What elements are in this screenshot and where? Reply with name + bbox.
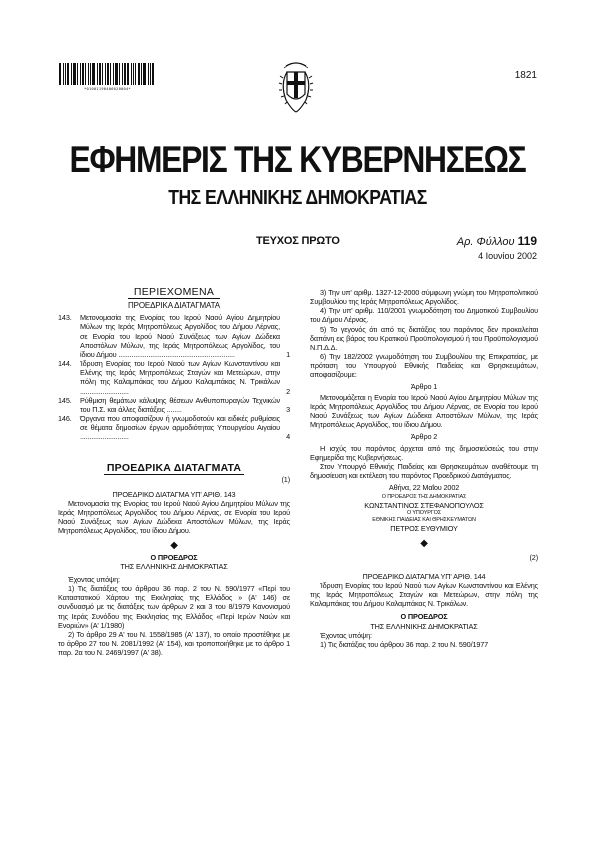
section-title: ΠΡΟΕΔΡΙΚΑ ΔΙΑΤΑΓΜΑΤΑ	[106, 461, 242, 474]
president-subtitle: ΤΗΣ ΕΛΛΗΝΙΚΗΣ ΔΗΜΟΚΡΑΤΙΑΣ	[120, 561, 228, 571]
toc-item-number: 145.	[58, 395, 72, 405]
paragraph: 3) Την υπ' αριθμ. 1327-12-2000 σύμφωνη γνώμη του Μητροπολιτικού Συμβουλίου της Ιεράς Μητροπόλεως Αργολίδος.	[310, 288, 538, 307]
barcode-bar	[102, 63, 103, 85]
toc-item-text: Μετονομασία της Ενορίας του Ιερού Ναού Αγίου Δημητρίου Μύλων της Ιεράς Μητροπόλεως Αργολίδος του Δήμου Λέρνας, σε Ενορία του Ιερού Ναού Συνάξεως των Αγίων Δώδεκα Αποστόλων Μύλων, της Ιεράς Μητροπόλεως Αργολίδος, του ίδιου Δήμου ..............................................................	[80, 313, 280, 359]
barcode-bar	[107, 63, 109, 85]
place-date: Αθήνα, 22 Μαΐου 2002	[388, 483, 460, 493]
sheet-number-value: 119	[517, 234, 537, 248]
president-subtitle: ΤΗΣ ΕΛΛΗΝΙΚΗΣ ΔΗΜΟΚΡΑΤΙΑΣ	[370, 621, 478, 631]
toc-item-number: 143.	[58, 313, 72, 323]
paragraph: 1) Τις διατάξεις του άρθρου 36 παρ. 2 του Ν. 590/1977 «Περί του Καταστατικού Χάρτου της Εκκλησίας της Ελλάδος » (Α' 146) σε συνδυασμό με τις διατάξεις των άρθρων 2 και 3 του 8/1979 Κανονισμού της Ιεράς Συνόδου της Εκκλησίας της Ελλάδος «Περί Ιερών Ναών και Ενοριών» (Α' 1/1980)	[58, 584, 290, 630]
article-1-title: Άρθρο 1	[410, 381, 438, 391]
toc-title: ΠΕΡΙΕΧΟΜΕΝΑ	[133, 286, 215, 298]
article-2-text: Η ισχύς του παρόντος άρχεται από της δημοσιεύσεώς του στην Εφημερίδα της Κυβερνήσεως.	[310, 443, 538, 462]
toc-item	[58, 396, 290, 414]
decree-144-subject: Ίδρυση Ενορίας του Ιερού Ναού των Αγίων Κωνσταντίνου και Ελένης της Ιεράς Μητροπόλεως Σταγών και Μετεώρων, στην πόλη της Καλαμπάκας του Δήμου Καλαμπάκας Ν. Τρικάλων.	[310, 580, 538, 609]
toc-title-rule	[128, 298, 220, 299]
barcode-bar	[115, 63, 118, 85]
toc-item	[58, 414, 290, 441]
paragraph: 1) Τις διατάξεις του άρθρου 36 παρ. 2 του Ν. 590/1977	[320, 639, 489, 649]
barcode-bar	[63, 63, 64, 85]
article-2-title: Άρθρο 2	[410, 432, 438, 442]
barcode-bar	[135, 63, 136, 85]
left-column	[58, 288, 290, 657]
barcode-bar	[82, 63, 84, 85]
minister-role-2: ΕΘΝΙΚΗΣ ΠΑΙΔΕΙΑΣ ΚΑΙ ΘΡΗΣΚΕΥΜΑΤΩΝ	[372, 517, 476, 524]
considering-label: Έχοντας υπόψη:	[320, 630, 372, 640]
barcode-bar	[141, 63, 142, 85]
barcode-bar	[110, 63, 111, 85]
barcode-bar	[92, 63, 95, 85]
paragraph: 2) Το άρθρο 29 Α' του Ν. 1558/1985 (Α' 137), το οποίο προστέθηκε με το άρθρο 27 του Ν. 2081/1992 (Α' 154), και τροποποιήθηκε με το άρθρο 1 παρ. 2α του Ν. 2469/1997 (Α' 38).	[58, 629, 290, 658]
decree-144-heading: ΠΡΟΕΔΡΙΚΟ ΔΙΑΤΑΓΜΑ ΥΠ' ΑΡΙΘ. 144	[362, 571, 486, 581]
toc-item	[58, 313, 290, 359]
paragraph: 5) Το γεγονός ότι από τις διατάξεις του παρόντος δεν προκαλείται δαπάνη εις βάρος του Κρατικού Προϋπολογισμού ή του Προϋπολογισμού Ν.Π.Δ.Δ.	[310, 324, 538, 352]
toc-item-page: 2	[286, 386, 290, 396]
barcode-number: *01001190406020004*	[84, 87, 131, 91]
minister-name: ΠΕΤΡΟΣ ΕΥΘΥΜΙΟΥ	[390, 524, 458, 534]
barcode-bar	[99, 63, 101, 85]
issue-date: 4 Ιουνίου 2002	[478, 251, 537, 261]
barcode-bar	[65, 63, 66, 85]
right-column	[310, 288, 538, 649]
decree-143-heading: ΠΡΟΕΔΡΙΚΟ ΔΙΑΤΑΓΜΑ ΥΠ' ΑΡΙΘ. 143	[112, 489, 236, 499]
article-1-text: Μετονομάζεται η Ενορία του Ιερού Ναού Αγίου Δημητρίου Μύλων της Ιεράς Μητροπόλεως Αργολίδος του Δήμου Λέρνας, σε Ενορία του Ιερού Ναού Συνάξεως των Αγίων Δώδεκα Αποστόλων Μύλων, της Ιεράς Μητροπόλεως Αργολίδος, του ίδιου Δήμου.	[310, 392, 538, 430]
greek-coat-of-arms-icon	[276, 56, 316, 118]
article-2-text: Στον Υπουργό Εθνικής Παιδείας και Θρησκευμάτων αναθέτουμε τη δημοσίευση και εκτέλεση του παρόντος Προεδρικού Διατάγματος.	[310, 461, 538, 480]
toc-subtitle: ΠΡΟΕΔΡΙΚΑ ΔΙΑΤΑΓΜΑΤΑ	[128, 301, 220, 311]
minister-role: Ο ΥΠΟΥΡΓΟΣ	[407, 510, 441, 517]
barcode-bar	[150, 63, 151, 85]
paragraph: 4) Την υπ' αριθμ. 110/2001 γνωμοδότηση του Δημοτικού Συμβουλίου του Δήμου Λέρνας.	[310, 306, 538, 325]
separator-diamond-icon: ◆	[170, 539, 178, 551]
toc-item	[58, 359, 290, 396]
section-tag: (1)	[281, 474, 290, 484]
toc-item-page: 1	[286, 349, 290, 359]
separator-diamond-icon: ◆	[420, 537, 428, 549]
barcode-bar	[73, 63, 76, 85]
masthead: ΕΦΗΜΕΡΙΣ ΤΗΣ ΚΥΒΕΡΝΗΣΕΩΣ	[69, 139, 526, 180]
toc-item-number: 144.	[58, 359, 72, 369]
barcode-bar	[122, 63, 123, 85]
barcode-bar	[59, 63, 61, 85]
barcode-bar	[148, 63, 149, 85]
barcode-bar	[105, 63, 106, 85]
toc-item-page: 3	[286, 404, 290, 414]
barcode-bar	[85, 63, 86, 85]
signatory-role: Ο ΠΡΟΕΔΡΟΣ ΤΗΣ ΔΗΜΟΚΡΑΤΙΑΣ	[381, 494, 467, 501]
sheet-number	[457, 234, 537, 248]
barcode-bar	[90, 63, 91, 85]
barcode-bar	[71, 63, 72, 85]
considering-label: Έχοντας υπόψη:	[68, 574, 120, 584]
president-title: Ο ΠΡΟΕΔΡΟΣ	[400, 612, 448, 622]
barcode-bar	[119, 63, 120, 85]
barcode-bar	[77, 63, 78, 85]
barcode-bar	[113, 63, 114, 85]
paragraph: 6) Την 182/2002 γνωμοδότηση του Συμβουλίου της Επικρατείας, με πρόταση του Υπουργού Εθνικής Παιδείας και Θρησκευμάτων, αποφασίζουμε:	[310, 352, 538, 380]
barcode-bar	[127, 63, 129, 85]
barcode-bar	[97, 63, 98, 85]
decree-143-subject: Μετονομασία της Ενορίας του Ιερού Ναού Αγίου Δημητρίου Μύλων της Ιεράς Μητροπόλεως Αργολίδος του Δήμου Λέρνας, σε Ενορία του Ιερού Ναού Συνάξεως των Αγίων Δώδεκα Αποστόλων Μύλων, της Ιεράς Μητροπόλεως Αργολίδος, του ίδιου Δήμου.	[58, 498, 290, 536]
toc-item-number: 146.	[58, 414, 72, 424]
barcode-bar	[67, 63, 69, 85]
president-title: Ο ΠΡΟΕΔΡΟΣ	[150, 552, 198, 562]
page-number: 1821	[514, 70, 537, 81]
masthead-subtitle: ΤΗΣ ΕΛΛΗΝΙΚΗΣ ΔΗΜΟΚΡΑΤΙΑΣ	[168, 187, 427, 209]
barcode-bar	[80, 63, 81, 85]
signatory-name: ΚΩΝΣΤΑΝΤΙΝΟΣ ΣΤΕΦΑΝΟΠΟΥΛΟΣ	[364, 501, 484, 511]
barcode-bar	[138, 63, 140, 85]
barcode-bar	[152, 63, 154, 85]
barcode-bar	[133, 63, 134, 85]
barcode-bar	[124, 63, 126, 85]
barcode	[59, 63, 156, 85]
barcode-bar	[131, 63, 132, 85]
sheet-label: Αρ. Φύλλου	[456, 236, 515, 248]
barcode-bar	[143, 63, 146, 85]
toc-item-text: Ρύθμιση θεμάτων κάλυψης θέσεων Ανθυποπυραγών Τεχνικών του Π.Σ. και άλλες διατάξεις ........	[80, 395, 280, 414]
toc-item-page: 4	[286, 432, 290, 442]
issue-label: ΤΕΥΧΟΣ ΠΡΩΤΟ	[256, 235, 340, 247]
toc-item-text: Όργανα που αποφασίζουν ή γνωμοδοτούν και ειδικές ρυθμίσεις σε θέματα δημοσίων έργων αρμοδιότητας Υπουργείου Αιγαίου ..........................	[80, 414, 280, 442]
barcode-bar	[88, 63, 89, 85]
toc-item-text: Ίδρυση Ενορίας του Ιερού Ναού των Αγίων Κωνσταντίνου και Ελένης της Ιεράς Μητροπόλεως Σταγών και Μετεώρων, στην πόλη της Καλαμπάκας του Δήμου Καλαμπάκας Ν. Τρικάλων ..........................	[80, 359, 280, 396]
decree-144-tag: (2)	[529, 552, 538, 562]
